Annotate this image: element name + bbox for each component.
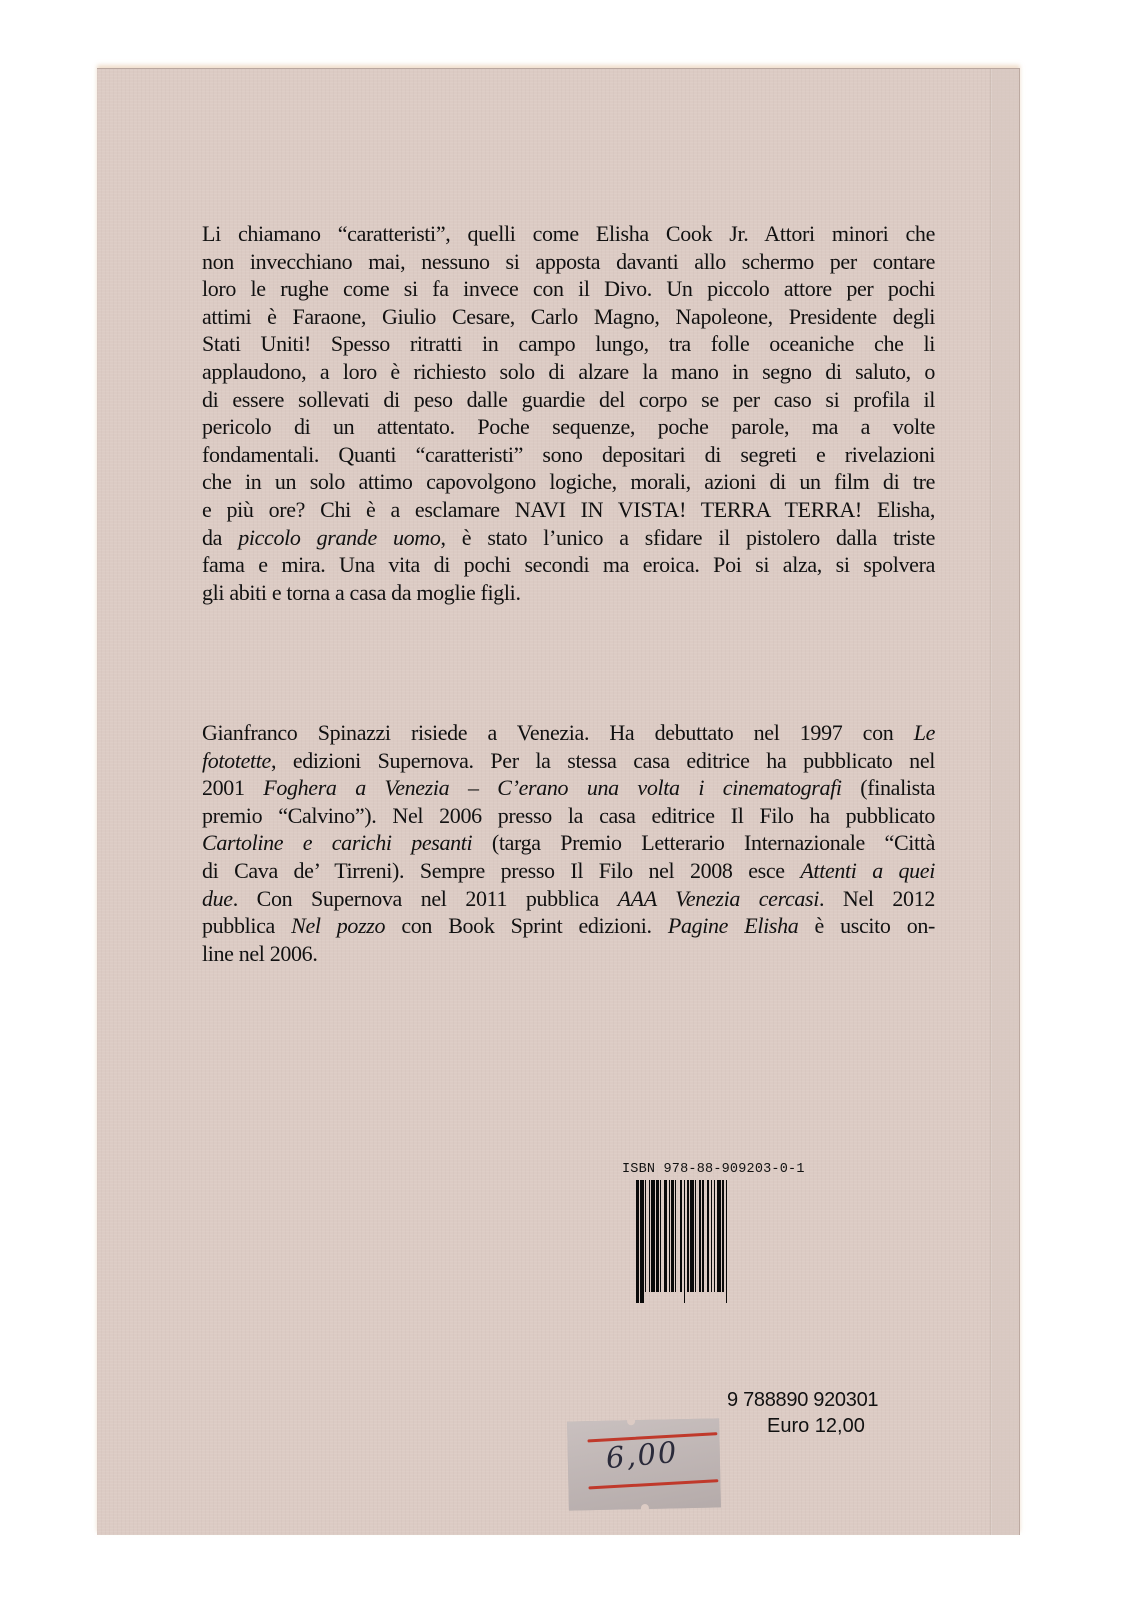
blurb-line bbox=[202, 220, 935, 248]
text-run: , edizioni Supernova. Per la stessa casa editrice ha pubblicato nel bbox=[270, 747, 935, 773]
italic-title: Cartoline e carichi pesanti bbox=[202, 830, 473, 856]
isbn-label: ISBN 978-88-909203-0-1 bbox=[622, 1162, 805, 1177]
text-run: fama e mira. Una vita di pochi secondi ma eroica. Poi si alza, si spolvera bbox=[202, 552, 935, 578]
spine-crease bbox=[990, 69, 992, 1535]
bio-line bbox=[202, 912, 935, 940]
bio-line bbox=[202, 940, 935, 968]
barcode bbox=[636, 1180, 814, 1303]
text-run: di Cava de’ Tirreni). Sempre presso Il Filo nel 2008 esce bbox=[202, 857, 801, 883]
blurb-line bbox=[202, 468, 935, 496]
text-run: Li chiamano “caratteristi”, quelli come Elisha Cook Jr. Attori minori che bbox=[202, 221, 935, 246]
blurb-line bbox=[202, 496, 935, 524]
blurb-line bbox=[202, 358, 935, 386]
blurb-line bbox=[202, 441, 935, 469]
sticker-notch-top bbox=[627, 1419, 635, 1425]
blurb-line bbox=[202, 330, 935, 358]
text-run: . Nel 2012 bbox=[819, 885, 936, 911]
blurb-line bbox=[202, 248, 935, 276]
bio-line bbox=[202, 747, 935, 775]
italic-title: Le bbox=[913, 720, 935, 745]
sticker-notch-bottom bbox=[641, 1504, 649, 1510]
text-run: . Con Supernova nel 2011 pubblica bbox=[232, 885, 618, 911]
bio-line bbox=[202, 774, 935, 802]
blurb-line bbox=[202, 524, 935, 552]
text-run: Gianfranco Spinazzi risiede a Venezia. Ha debuttato nel 1997 con bbox=[202, 720, 914, 745]
blurb-line bbox=[202, 275, 935, 303]
printed-price: Euro 12,00 bbox=[767, 1415, 865, 1437]
bio-line bbox=[202, 802, 935, 830]
blurb-line bbox=[202, 303, 935, 331]
author-bio bbox=[202, 719, 935, 967]
text-run: che in un solo attimo capovolgono logiche, morali, azioni di un film di tre bbox=[202, 469, 935, 495]
blurb-text bbox=[202, 220, 935, 606]
text-run: è uscito on- bbox=[798, 913, 936, 939]
text-run: e più ore? Chi è a esclamare NAVI IN VISTA! TERRA TERRA! Elisha, bbox=[202, 496, 935, 522]
text-run: (finalista bbox=[841, 775, 935, 801]
text-run: pericolo di un attentato. Poche sequenze, poche parole, ma a volte bbox=[202, 414, 935, 440]
text-run: con Book Sprint edizioni. bbox=[385, 913, 668, 939]
text-run: 2001 bbox=[202, 775, 264, 801]
italic-title: fototette bbox=[202, 747, 271, 773]
text-run: (targa Premio Letterario Internazionale “Città bbox=[472, 830, 935, 856]
text-run: attimi è Faraone, Giulio Cesare, Carlo Magno, Napoleone, Presidente degli bbox=[202, 303, 935, 329]
italic-title: Foghera a Venezia – C’erano una volta i cinematografi bbox=[263, 775, 842, 801]
bio-line bbox=[202, 829, 935, 857]
text-run: da bbox=[202, 524, 239, 550]
bio-line bbox=[202, 857, 935, 885]
sticker-red-line-bottom bbox=[588, 1479, 718, 1489]
text-run: Stati Uniti! Spesso ritratti in campo lungo, tra folle oceaniche che li bbox=[202, 331, 935, 357]
book-back-cover bbox=[97, 68, 1020, 1535]
barcode-digits: 9 788890 920301 bbox=[727, 1389, 879, 1411]
isbn-block bbox=[619, 1162, 844, 1303]
text-run: fondamentali. Quanti “caratteristi” sono depositari di segreti e rivelazioni bbox=[202, 441, 935, 467]
italic-title: Pagine Elisha bbox=[667, 913, 799, 939]
blurb-line bbox=[202, 579, 935, 607]
blurb-line bbox=[202, 413, 935, 441]
price-sticker bbox=[567, 1418, 721, 1510]
text-run: , è stato l’unico a sfidare il pistolero dalla triste bbox=[440, 524, 935, 550]
text-run: non invecchiano mai, nessuno si apposta davanti allo schermo per contare bbox=[202, 248, 935, 274]
blurb-line bbox=[202, 551, 935, 579]
text-run: loro le rughe come si fa invece con il Divo. Un piccolo attore per pochi bbox=[202, 276, 935, 302]
text-run: gli abiti e torna a casa da moglie figli. bbox=[202, 579, 521, 605]
bio-line bbox=[202, 885, 935, 913]
blurb-line bbox=[202, 386, 935, 414]
text-run: di essere sollevati di peso dalle guardie del corpo se per caso si profila il bbox=[202, 386, 935, 412]
text-run: premio “Calvino”). Nel 2006 presso la casa editrice Il Filo ha pubblicato bbox=[202, 802, 935, 828]
barcode-bar bbox=[727, 1180, 728, 1303]
italic-title: Attenti a quei bbox=[800, 857, 935, 883]
italic-title: due bbox=[202, 885, 233, 911]
text-run: line nel 2006. bbox=[202, 940, 318, 966]
spine-strip bbox=[992, 69, 1019, 1535]
italic-title: Nel pozzo bbox=[291, 913, 386, 939]
text-run: applaudono, a loro è richiesto solo di alzare la mano in segno di saluto, o bbox=[202, 358, 935, 384]
handwritten-price: 6,00 bbox=[604, 1434, 680, 1476]
italic-title: piccolo grande uomo bbox=[238, 524, 441, 550]
italic-title: AAA Venezia cercasi bbox=[617, 885, 820, 911]
bio-line bbox=[202, 719, 935, 747]
text-run: pubblica bbox=[202, 913, 292, 939]
